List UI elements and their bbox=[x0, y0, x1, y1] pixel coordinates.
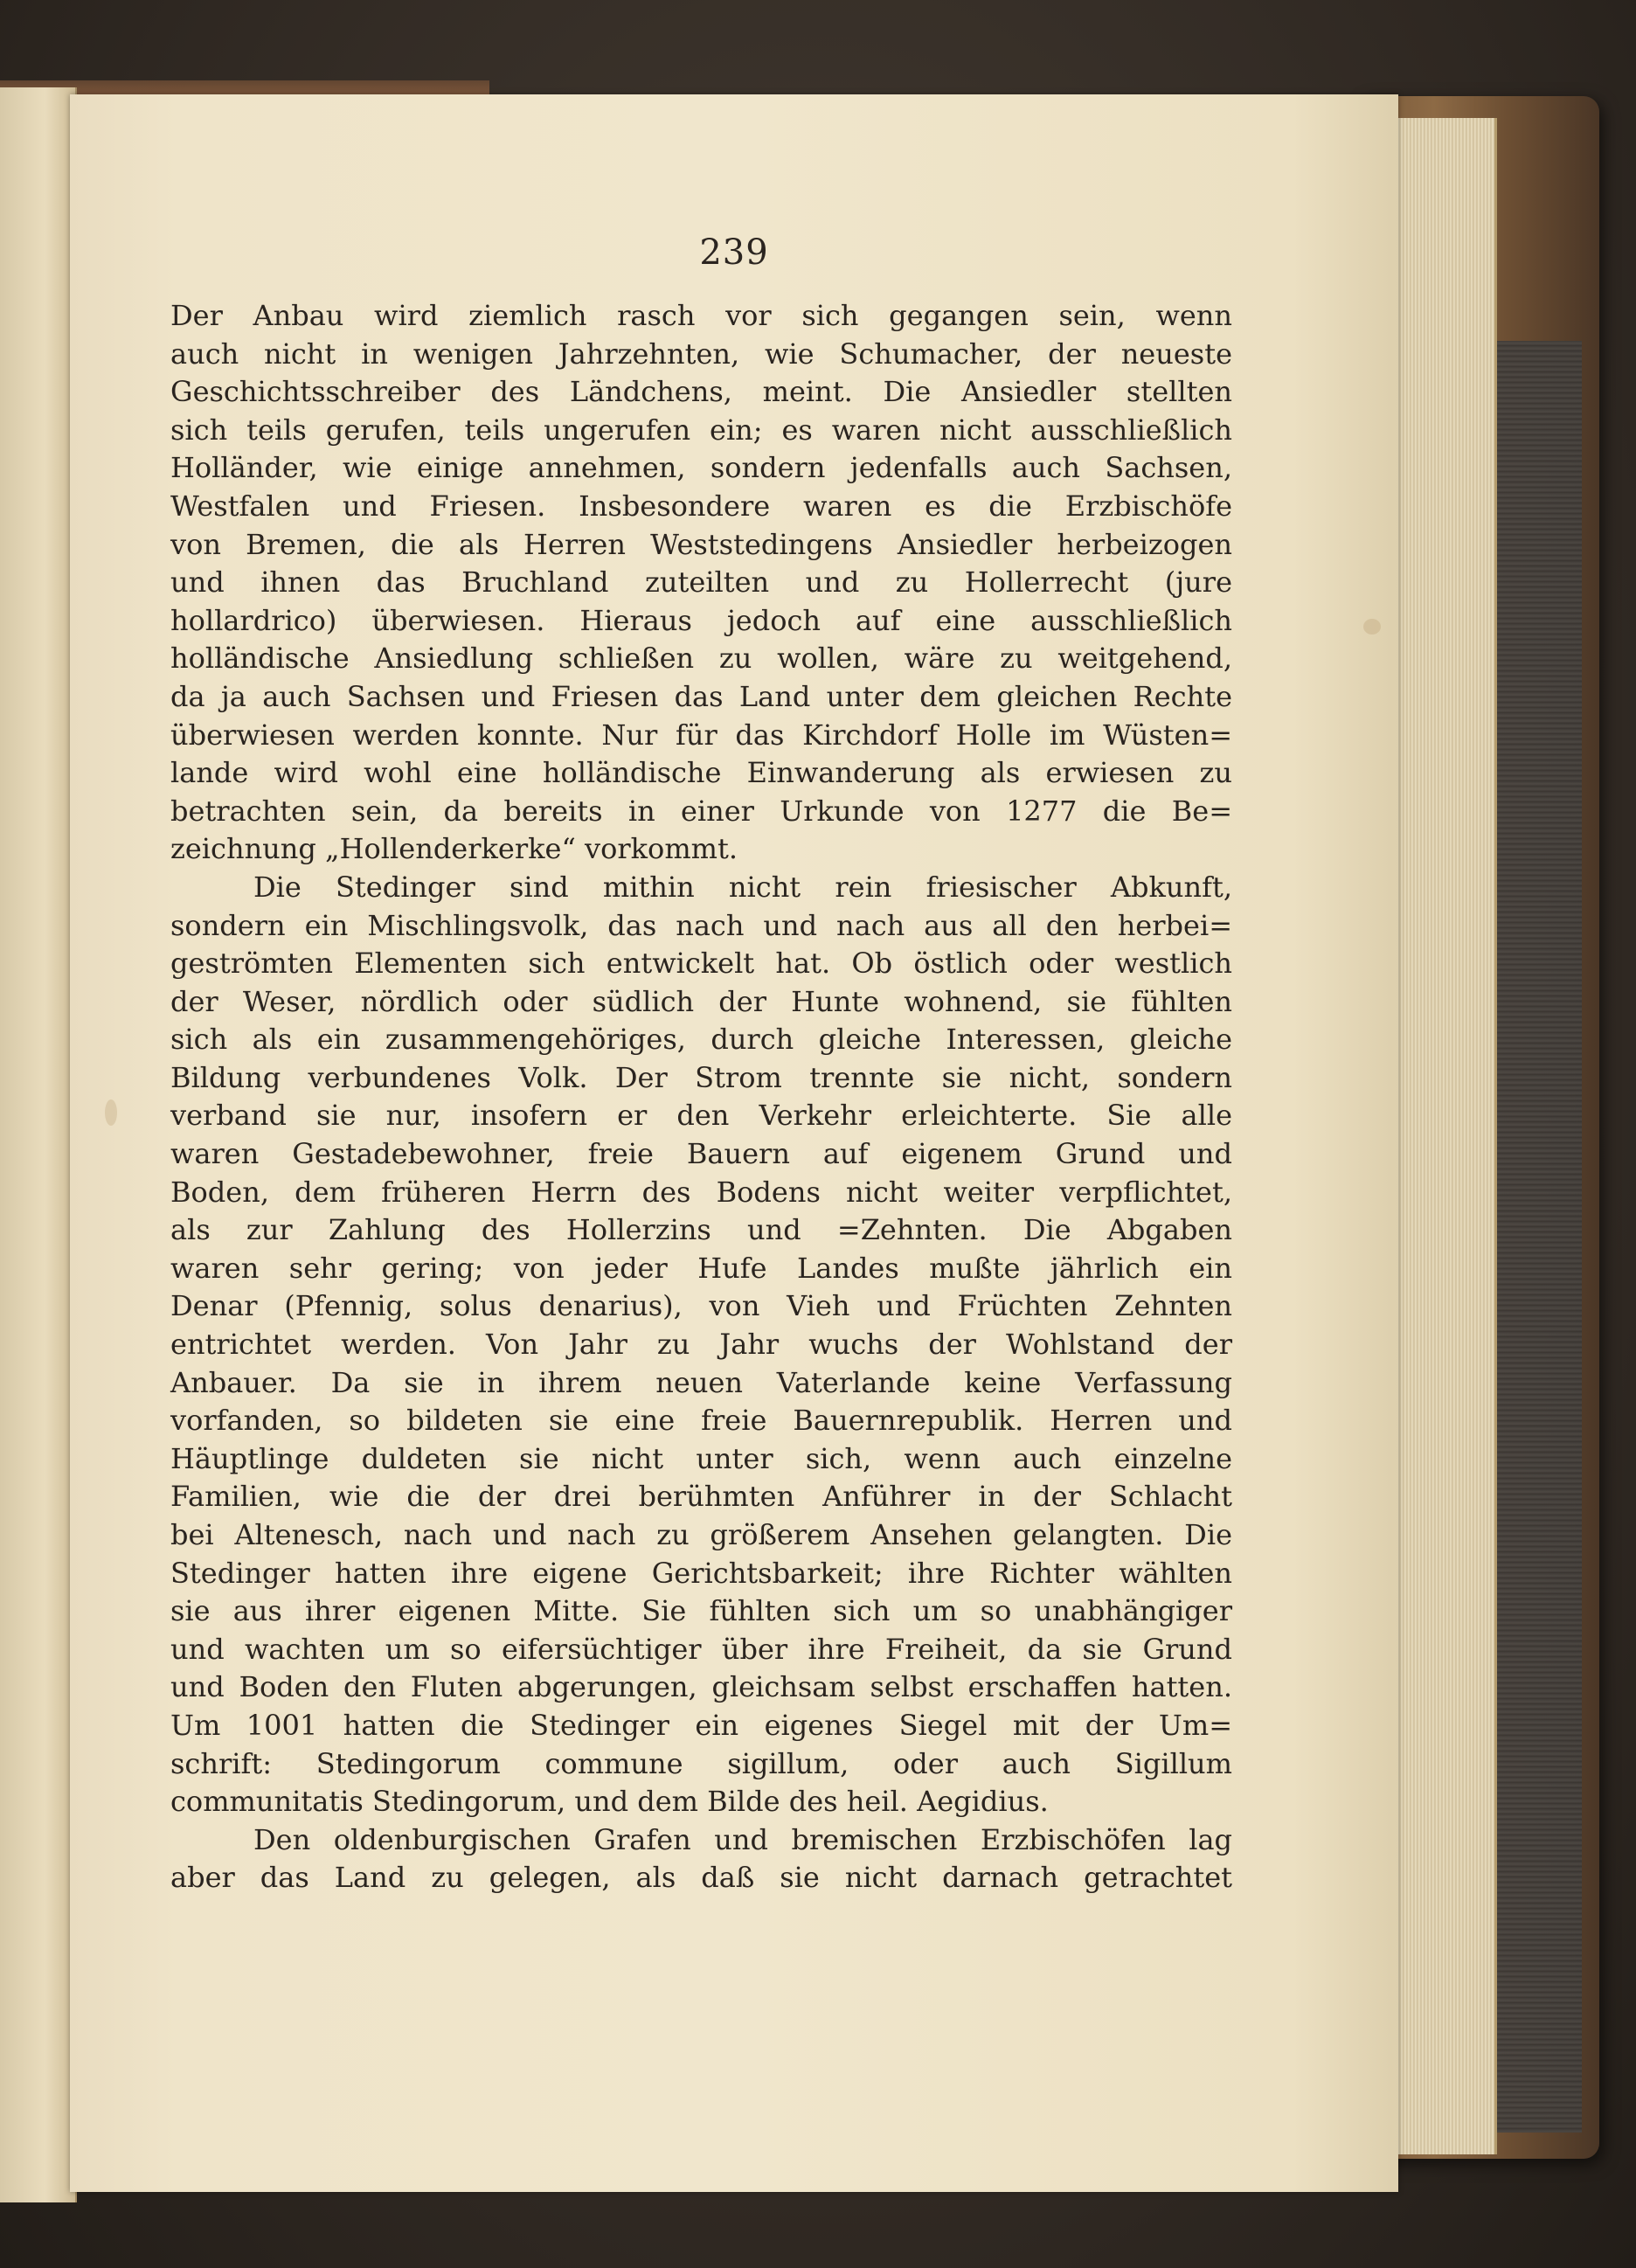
text-line: entrichtet werden. Von Jahr zu Jahr wuchs der Wohlstand der bbox=[170, 1328, 1232, 1362]
text-line: und Boden den Fluten abgerungen, gleichsam selbst erschaffen hatten. bbox=[170, 1670, 1232, 1704]
foxing-spot bbox=[105, 1099, 117, 1126]
text-line: Anbauer. Da sie in ihrem neuen Vaterlande keine Verfassung bbox=[170, 1365, 1232, 1399]
text-line: hollardrico) überwiesen. Hieraus jedoch auf eine ausschließlich bbox=[170, 603, 1232, 637]
text-line: auch nicht in wenigen Jahrzehnten, wie Schumacher, der neueste bbox=[170, 336, 1232, 371]
foxing-spot bbox=[1363, 619, 1381, 635]
text-line: Familien, wie die der drei berühmten Anführer in der Schlacht bbox=[170, 1480, 1232, 1514]
text-line: bei Altenesch, nach und nach zu größerem Ansehen gelangten. Die bbox=[170, 1518, 1232, 1551]
text-line: Stedinger hatten ihre eigene Gerichtsbarkeit; ihre Richter wählten bbox=[170, 1556, 1232, 1590]
text-line: Westfalen und Friesen. Insbesondere waren es die Erzbischöfe bbox=[170, 489, 1232, 523]
text-line: Bildung verbundenes Volk. Der Strom trennte sie nicht, sondern bbox=[170, 1060, 1232, 1094]
text-line: der Weser, nördlich oder südlich der Hunte wohnend, sie fühlten bbox=[170, 984, 1232, 1018]
book-page bbox=[70, 94, 1398, 2192]
page-edges bbox=[1398, 118, 1497, 2154]
text-line: sich als ein zusammengehöriges, durch gleiche Interessen, gleiche bbox=[170, 1023, 1232, 1057]
text-line: Boden, dem früheren Herrn des Bodens nicht weiter verpflichtet, bbox=[170, 1175, 1232, 1209]
facing-page-edge bbox=[0, 87, 77, 2202]
text-line: sich teils gerufen, teils ungerufen ein; es waren nicht ausschließlich bbox=[170, 413, 1232, 447]
text-line: Holländer, wie einige annehmen, sondern jedenfalls auch Sachsen, bbox=[170, 451, 1232, 485]
text-line: da ja auch Sachsen und Friesen das Land unter dem gleichen Rechte bbox=[170, 679, 1232, 713]
text-line: verband sie nur, insofern er den Verkehr erleichterte. Sie alle bbox=[170, 1099, 1232, 1133]
text-line: überwiesen werden konnte. Nur für das Kirchdorf Holle im Wüsten= bbox=[170, 718, 1232, 752]
text-line: zeichnung „Hollenderkerke“ vorkommt. bbox=[170, 832, 738, 866]
text-line: von Bremen, die als Herren Weststedingens Ansiedler herbeizogen bbox=[170, 527, 1232, 561]
text-line: communitatis Stedingorum, und dem Bilde des heil. Aegidius. bbox=[170, 1785, 1049, 1819]
text-line: Häuptlinge duldeten sie nicht unter sich, wenn auch einzelne bbox=[170, 1441, 1232, 1475]
text-line: und wachten um so eifersüchtiger über ihre Freiheit, da sie Grund bbox=[170, 1632, 1232, 1666]
text-line: Um 1001 hatten die Stedinger ein eigenes Siegel mit der Um= bbox=[170, 1708, 1232, 1742]
text-line: als zur Zahlung des Hollerzins und =Zehnten. Die Abgaben bbox=[170, 1213, 1232, 1247]
text-line: waren Gestadebewohner, freie Bauern auf eigenem Grund und bbox=[170, 1137, 1232, 1171]
text-line: sondern ein Mischlingsvolk, das nach und nach aus all den herbei= bbox=[170, 908, 1232, 942]
text-line: aber das Land zu gelegen, als daß sie nicht darnach getrachtet bbox=[170, 1861, 1232, 1895]
text-line: vorfanden, so bildeten sie eine freie Bauernrepublik. Herren und bbox=[170, 1404, 1232, 1438]
text-line: geströmten Elementen sich entwickelt hat. Ob östlich oder westlich bbox=[170, 947, 1232, 981]
text-line: Geschichtsschreiber des Ländchens, meint. Die Ansiedler stellten bbox=[170, 375, 1232, 409]
text-line: lande wird wohl eine holländische Einwanderung als erwiesen zu bbox=[170, 756, 1232, 790]
text-line: schrift: Stedingorum commune sigillum, oder auch Sigillum bbox=[170, 1746, 1232, 1780]
body-text bbox=[170, 297, 1232, 1897]
paragraph-start-line: Die Stedinger sind mithin nicht rein friesischer Abkunft, bbox=[253, 870, 1232, 904]
text-line: Der Anbau wird ziemlich rasch vor sich gegangen sein, wenn bbox=[170, 299, 1232, 332]
text-line: und ihnen das Bruchland zuteilten und zu Hollerrecht (jure bbox=[170, 565, 1232, 600]
text-line: holländische Ansiedlung schließen zu wollen, wäre zu weitgehend, bbox=[170, 642, 1232, 676]
page-number: 239 bbox=[699, 232, 769, 273]
cover-cloth-spine bbox=[1486, 341, 1582, 2133]
text-line: betrachten sein, da bereits in einer Urkunde von 1277 die Be= bbox=[170, 794, 1232, 828]
text-line: waren sehr gering; von jeder Hufe Landes mußte jährlich ein bbox=[170, 1251, 1232, 1285]
text-line: sie aus ihrer eigenen Mitte. Sie fühlten sich um so unabhängiger bbox=[170, 1594, 1232, 1628]
paragraph-start-line: Den oldenburgischen Grafen und bremischen Erzbischöfen lag bbox=[253, 1822, 1232, 1856]
text-line: Denar (Pfennig, solus denarius), von Vieh und Früchten Zehnten bbox=[170, 1289, 1232, 1323]
